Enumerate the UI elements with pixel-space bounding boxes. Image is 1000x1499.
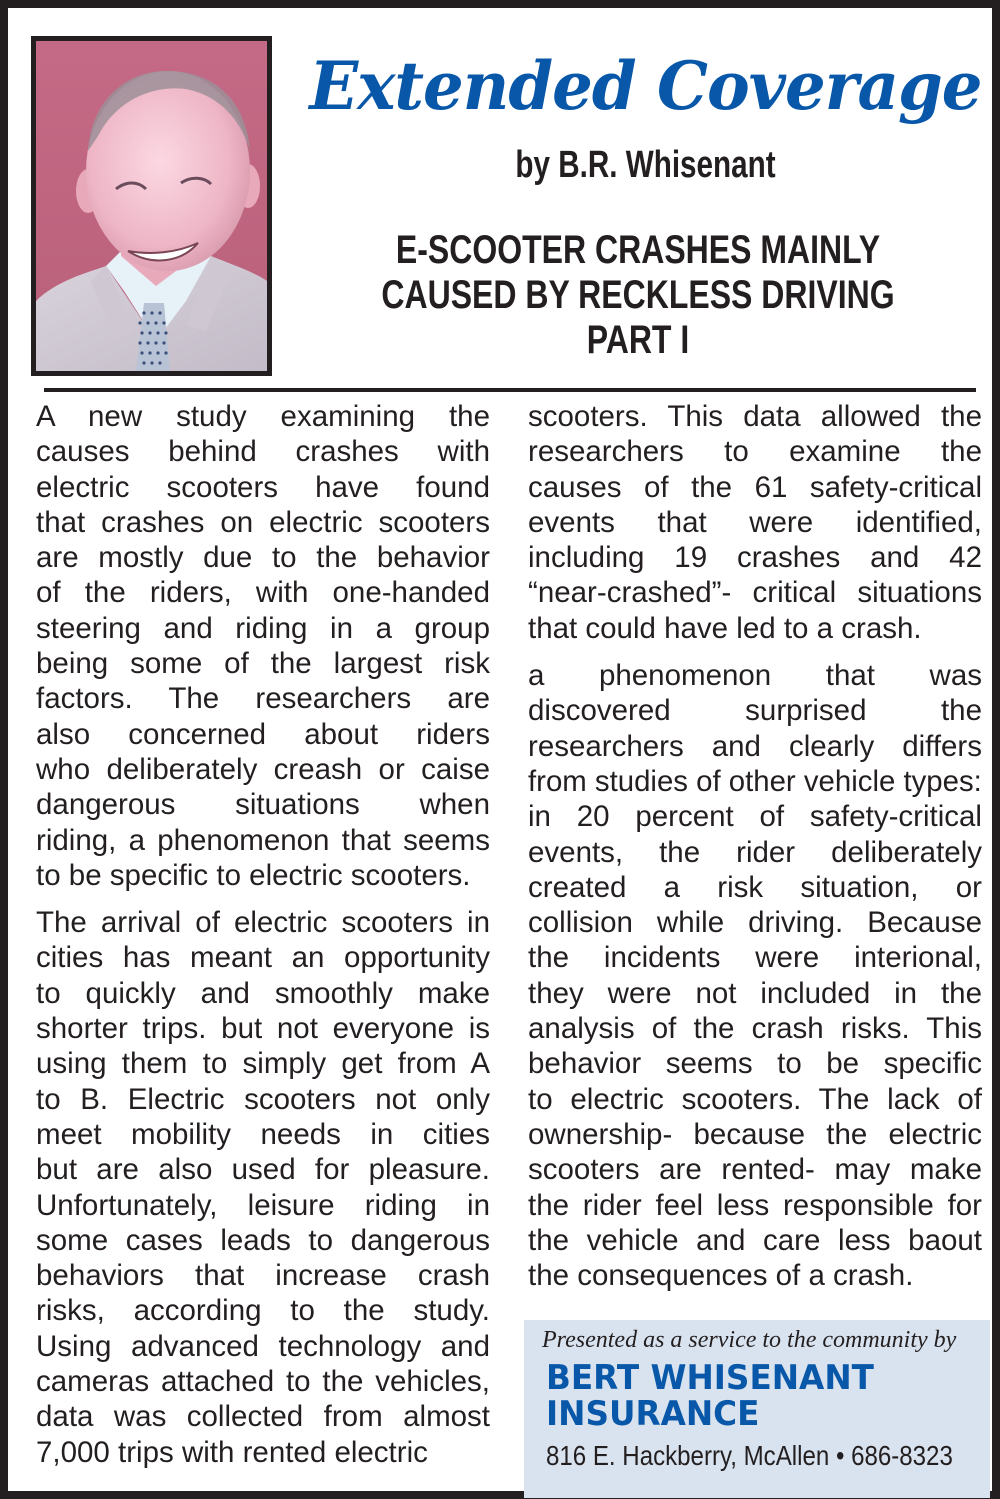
sponsor-name-line: BERT WHISENANT [546, 1358, 874, 1398]
article-line: electric scooters have found [36, 470, 490, 504]
article-paragraph [528, 658, 982, 1293]
article-line: behavior seems to be specific [528, 1047, 982, 1081]
article-line: scooters. This data allowed the [528, 400, 982, 433]
sponsor-address: 816 E. Hackberry, McAllen • 686-8323 [546, 1440, 953, 1471]
article-line: cameras attached to the vehicles, [36, 1365, 490, 1399]
article-line: events, the rider deliberately [528, 835, 982, 869]
headline-line: E-SCOOTER CRASHES MAINLY [395, 228, 881, 272]
article-line: meet mobility needs in cities [36, 1117, 490, 1151]
headline-line: PART I [586, 318, 690, 362]
article-line: causes of the 61 safety-critical [528, 470, 982, 504]
article-line: who deliberately creash or caise [36, 752, 490, 786]
article-line: to electric scooters. The lack of [528, 1082, 982, 1116]
article-line: steering and riding in a group [36, 611, 490, 645]
article-line: including 19 crashes and 42 [528, 541, 982, 575]
sponsor-name [546, 1360, 874, 1432]
article-line: but are also used for pleasure. [36, 1153, 490, 1187]
article-line: discovered surprised the [528, 694, 982, 728]
column-title: Extended Coverage [309, 47, 982, 125]
article-line: A new study examining the [36, 400, 490, 433]
article-line: scooters are rented- may make [528, 1153, 982, 1187]
article-line: collision while driving. Because [528, 906, 982, 940]
byline: by B.R. Whisenant [515, 144, 776, 186]
article-line: some cases leads to dangerous [36, 1223, 490, 1257]
article-line: Unfortunately, leisure riding in [36, 1188, 490, 1222]
article-line: 7,000 trips with rented electric [36, 1435, 428, 1469]
article-line: the incidents were interional, [528, 941, 982, 975]
article-line: “near-crashed”- critical situations [528, 576, 982, 610]
article-line: the vehicle and care less baout [528, 1223, 982, 1257]
article-line: the rider feel less responsible for [528, 1188, 982, 1222]
article-headline [346, 228, 930, 363]
article-line: a phenomenon that was [528, 659, 982, 693]
article-line: events that were identified, [528, 505, 982, 539]
article-left-column [36, 399, 490, 1482]
article-line: using them to simply get from A [36, 1047, 490, 1081]
article-line: risks, according to the study. [36, 1294, 490, 1328]
article-line: cities has meant an opportunity [36, 941, 490, 975]
article-line: being some of the largest risk [36, 647, 490, 681]
article-line: researchers to examine the [528, 435, 982, 469]
article-line: behaviors that increase crash [36, 1259, 490, 1293]
article-line: ownership- because the electric [528, 1117, 982, 1151]
article-paragraph [36, 399, 490, 893]
article-line: are mostly due to the behavior [36, 541, 490, 575]
article-line: researchers and clearly differs [528, 729, 982, 763]
article-paragraph [528, 399, 982, 646]
article-line: that could have led to a crash. [528, 611, 922, 645]
article-line: that crashes on electric scooters [36, 505, 490, 539]
article-line: Using advanced technology and [36, 1329, 490, 1363]
article-line: also concerned about riders [36, 717, 490, 751]
sponsor-name-line: INSURANCE [546, 1394, 760, 1434]
sponsor-intro: Presented as a service to the community by [542, 1327, 957, 1353]
article-line: from studies of other vehicle types: [528, 764, 982, 798]
article-line: they were not included in the [528, 976, 982, 1010]
article-line: created a risk situation, or [528, 870, 982, 904]
article-line: dangerous situations when [36, 788, 490, 822]
article-line: causes behind crashes with [36, 435, 490, 469]
sponsor-box [524, 1320, 990, 1498]
article-line: of the riders, with one-handed [36, 576, 490, 610]
article-line: to quickly and smoothly make [36, 976, 490, 1010]
headline-line: CAUSED BY RECKLESS DRIVING [381, 273, 895, 317]
article-line: to B. Electric scooters not only [36, 1082, 490, 1116]
article-line: The arrival of electric scooters in [36, 906, 490, 940]
article-line: shorter trips. but not everyone is [36, 1012, 490, 1046]
article-line: in 20 percent of safety-critical [528, 800, 982, 834]
article-line: factors. The researchers are [36, 682, 490, 716]
author-photo [31, 36, 272, 376]
article-line: riding, a phenomenon that seems [36, 823, 490, 857]
article-line: data was collected from almost [36, 1400, 490, 1434]
author-portrait-illustration [36, 41, 267, 371]
article-line: to be specific to electric scooters. [36, 858, 471, 892]
article-paragraph [36, 905, 490, 1470]
article-right-column [528, 399, 982, 1305]
article-line: analysis of the crash risks. This [528, 1012, 982, 1046]
header-divider [44, 388, 976, 392]
article-line: the consequences of a crash. [528, 1259, 914, 1293]
